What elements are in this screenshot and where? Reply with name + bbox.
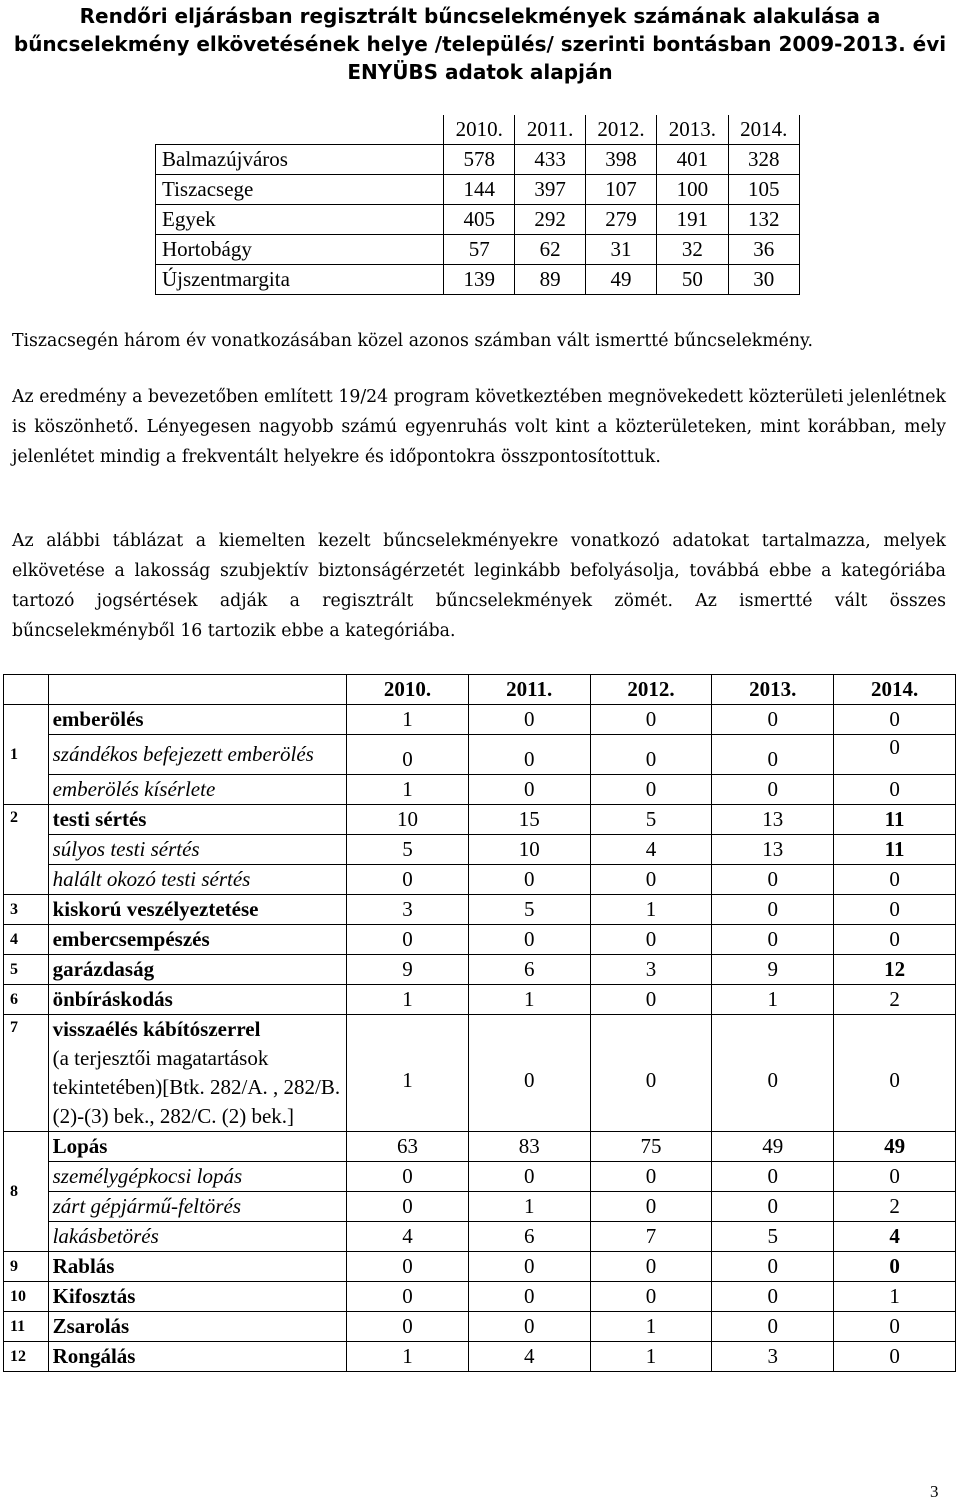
table-row	[4, 775, 956, 805]
crime-name: emberölés kísérlete	[48, 775, 346, 805]
priority-crimes-table	[3, 674, 956, 1372]
header-empty-cell	[4, 675, 49, 705]
cell-value: 75	[590, 1132, 712, 1162]
cell-value: 0	[834, 1312, 956, 1342]
cell-value: 100	[657, 175, 728, 205]
crime-name: garázdaság	[48, 955, 346, 985]
year-header: 2013.	[657, 115, 728, 145]
cell-value: 0	[712, 1252, 834, 1282]
cell-value: 397	[515, 175, 585, 205]
cell-value: 0	[468, 865, 590, 895]
crime-name: Kifosztás	[48, 1282, 346, 1312]
cell-value: 49	[585, 265, 656, 295]
row-number: 5	[4, 955, 49, 985]
row-number: 11	[4, 1312, 49, 1342]
cell-value: 6	[468, 955, 590, 985]
settlement-name: Tiszacsege	[156, 175, 444, 205]
cell-value: 32	[657, 235, 728, 265]
cell-value: 0	[468, 775, 590, 805]
cell-value: 49	[834, 1132, 956, 1162]
cell-value: 0	[347, 925, 469, 955]
cell-value: 0	[468, 1312, 590, 1342]
paragraph: Tiszacsegén három év vonatkozásában közel azonos számban vált ismertté bűncselekmény.	[12, 331, 813, 351]
table-header-row	[4, 675, 956, 705]
cell-value: 0	[834, 865, 956, 895]
header-empty-cell	[48, 675, 346, 705]
row-number: 4	[4, 925, 49, 955]
table-row	[4, 1222, 956, 1252]
cell-value: 578	[444, 145, 515, 175]
cell-value: 0	[712, 735, 834, 775]
cell-value: 3	[347, 895, 469, 925]
cell-value: 31	[585, 235, 656, 265]
cell-value: 1	[347, 775, 469, 805]
cell-value: 0	[834, 1015, 956, 1132]
cell-value: 0	[834, 1342, 956, 1372]
cell-value: 1	[468, 1192, 590, 1222]
crime-name	[48, 1015, 346, 1132]
cell-value: 139	[444, 265, 515, 295]
year-header: 2012.	[585, 115, 656, 145]
table-row	[4, 955, 956, 985]
year-header: 2014.	[834, 675, 956, 705]
cell-value: 1	[347, 1015, 469, 1132]
crime-name: Rongálás	[48, 1342, 346, 1372]
crime-name: Lopás	[48, 1132, 346, 1162]
cell-value: 0	[834, 895, 956, 925]
settlement-crime-table	[155, 115, 800, 295]
cell-value: 132	[728, 205, 799, 235]
page-number: 3	[930, 1482, 939, 1501]
crime-name: önbíráskodás	[48, 985, 346, 1015]
table-row	[4, 1252, 956, 1282]
row-number: 12	[4, 1342, 49, 1372]
cell-value: 328	[728, 145, 799, 175]
cell-value: 3	[712, 1342, 834, 1372]
cell-value: 0	[347, 735, 469, 775]
cell-value: 105	[728, 175, 799, 205]
cell-value: 1	[347, 705, 469, 735]
cell-value: 0	[347, 1282, 469, 1312]
row-number: 3	[4, 895, 49, 925]
cell-value: 0	[590, 705, 712, 735]
crime-name-detail: (a terjesztői magatartások tekintetében)[Btk. 282/A. , 282/B. (2)-(3) bek., 282/C. (2) bek.]	[52, 1046, 341, 1128]
cell-value: 2	[834, 985, 956, 1015]
cell-value: 0	[712, 705, 834, 735]
paragraph: Az eredmény a bevezetőben említett 19/24 program következtében megnövekedett közterületi jelenlétnek is köszönhető. Lényegesen nagyobb számú egyenruhás volt kint a közterületeken, mint korábban, mely jelenlétet mindig a frekventált helyekre és időpontokra összpontosítottuk.	[12, 387, 946, 467]
row-number: 1	[4, 705, 49, 805]
table-row	[4, 1015, 956, 1132]
cell-value: 5	[590, 805, 712, 835]
cell-value: 10	[347, 805, 469, 835]
cell-value: 0	[712, 1162, 834, 1192]
cell-value: 0	[590, 775, 712, 805]
table-row	[4, 1192, 956, 1222]
settlement-name: Újszentmargita	[156, 265, 444, 295]
crime-name: Zsarolás	[48, 1312, 346, 1342]
cell-value: 0	[590, 985, 712, 1015]
cell-value: 191	[657, 205, 728, 235]
crime-name: emberölés	[48, 705, 346, 735]
cell-value: 0	[347, 1192, 469, 1222]
settlement-name: Egyek	[156, 205, 444, 235]
cell-value: 30	[728, 265, 799, 295]
cell-value: 0	[347, 865, 469, 895]
cell-value: 1	[590, 1312, 712, 1342]
cell-value: 7	[590, 1222, 712, 1252]
cell-value: 0	[834, 1162, 956, 1192]
cell-value: 0	[712, 865, 834, 895]
table-row	[156, 175, 800, 205]
cell-value: 4	[468, 1342, 590, 1372]
cell-value: 49	[712, 1132, 834, 1162]
cell-value: 0	[834, 735, 956, 775]
crime-name: szándékos befejezett emberölés	[48, 735, 346, 775]
cell-value: 0	[712, 1192, 834, 1222]
cell-value: 0	[347, 1312, 469, 1342]
cell-value: 0	[834, 925, 956, 955]
cell-value: 0	[468, 1252, 590, 1282]
cell-value: 5	[468, 895, 590, 925]
cell-value: 89	[515, 265, 585, 295]
cell-value: 12	[834, 955, 956, 985]
table-row	[4, 805, 956, 835]
cell-value: 1	[590, 1342, 712, 1372]
cell-value: 0	[590, 865, 712, 895]
table-row	[156, 145, 800, 175]
cell-value: 5	[712, 1222, 834, 1252]
table-row	[156, 265, 800, 295]
cell-value: 0	[590, 735, 712, 775]
table-row	[4, 1282, 956, 1312]
cell-value: 6	[468, 1222, 590, 1252]
year-header: 2014.	[728, 115, 799, 145]
cell-value: 13	[712, 835, 834, 865]
cell-value: 1	[590, 895, 712, 925]
row-number: 8	[4, 1132, 49, 1252]
cell-value: 3	[590, 955, 712, 985]
cell-value: 0	[712, 1015, 834, 1132]
year-header: 2010.	[444, 115, 515, 145]
cell-value: 0	[347, 1252, 469, 1282]
row-number: 6	[4, 985, 49, 1015]
cell-value: 279	[585, 205, 656, 235]
cell-value: 292	[515, 205, 585, 235]
table-row	[4, 735, 956, 775]
cell-value: 2	[834, 1192, 956, 1222]
cell-value: 0	[347, 1162, 469, 1192]
row-number: 7	[4, 1015, 49, 1132]
table-row	[4, 1342, 956, 1372]
cell-value: 10	[468, 835, 590, 865]
settlement-name: Balmazújváros	[156, 145, 444, 175]
crime-name: súlyos testi sértés	[48, 835, 346, 865]
cell-value: 4	[590, 835, 712, 865]
cell-value: 0	[468, 1015, 590, 1132]
cell-value: 36	[728, 235, 799, 265]
table-row	[156, 235, 800, 265]
cell-value: 0	[834, 775, 956, 805]
cell-value: 57	[444, 235, 515, 265]
cell-value: 1	[347, 985, 469, 1015]
cell-value: 0	[712, 925, 834, 955]
cell-value: 405	[444, 205, 515, 235]
table-row	[4, 985, 956, 1015]
cell-value: 0	[590, 925, 712, 955]
table-header-row	[156, 115, 800, 145]
crime-name: kiskorú veszélyeztetése	[48, 895, 346, 925]
crime-name: zárt gépjármű-feltörés	[48, 1192, 346, 1222]
cell-value: 15	[468, 805, 590, 835]
cell-value: 0	[590, 1015, 712, 1132]
cell-value: 0	[468, 1282, 590, 1312]
table-row	[4, 835, 956, 865]
page-title: Rendőri eljárásban regisztrált bűncselekmények számának alakulása a bűncselekmény elkövetésének helye /település/ szerinti bontásban 2009-2013. évi ENYÜBS adatok alapján	[13, 4, 947, 84]
cell-value: 13	[712, 805, 834, 835]
cell-value: 1	[347, 1342, 469, 1372]
crime-name: Rablás	[48, 1252, 346, 1282]
cell-value: 50	[657, 265, 728, 295]
cell-value: 63	[347, 1132, 469, 1162]
cell-value: 83	[468, 1132, 590, 1162]
table-row	[4, 1312, 956, 1342]
cell-value: 0	[590, 1162, 712, 1192]
cell-value: 4	[834, 1222, 956, 1252]
cell-value: 0	[468, 925, 590, 955]
table-row	[4, 705, 956, 735]
cell-value: 1	[834, 1282, 956, 1312]
cell-value: 9	[347, 955, 469, 985]
row-number: 2	[4, 805, 49, 895]
crime-name: lakásbetörés	[48, 1222, 346, 1252]
table-row	[4, 1162, 956, 1192]
cell-value: 4	[347, 1222, 469, 1252]
year-header: 2010.	[347, 675, 469, 705]
crime-name: halált okozó testi sértés	[48, 865, 346, 895]
cell-value: 0	[834, 705, 956, 735]
cell-value: 1	[712, 985, 834, 1015]
cell-value: 11	[834, 835, 956, 865]
header-empty-cell	[156, 115, 444, 145]
year-header: 2011.	[515, 115, 585, 145]
table-row	[156, 205, 800, 235]
cell-value: 0	[590, 1282, 712, 1312]
cell-value: 433	[515, 145, 585, 175]
cell-value: 0	[834, 1252, 956, 1282]
cell-value: 0	[712, 775, 834, 805]
cell-value: 0	[468, 735, 590, 775]
cell-value: 0	[468, 1162, 590, 1192]
table-row	[4, 895, 956, 925]
table-row	[4, 1132, 956, 1162]
cell-value: 5	[347, 835, 469, 865]
cell-value: 0	[712, 895, 834, 925]
year-header: 2013.	[712, 675, 834, 705]
crime-name: személygépkocsi lopás	[48, 1162, 346, 1192]
cell-value: 0	[590, 1192, 712, 1222]
cell-value: 401	[657, 145, 728, 175]
year-header: 2012.	[590, 675, 712, 705]
settlement-name: Hortobágy	[156, 235, 444, 265]
crime-name-bold: visszaélés kábítószerrel	[52, 1017, 261, 1041]
table-row	[4, 865, 956, 895]
cell-value: 0	[468, 705, 590, 735]
cell-value: 0	[712, 1312, 834, 1342]
crime-name: testi sértés	[48, 805, 346, 835]
year-header: 2011.	[468, 675, 590, 705]
cell-value: 144	[444, 175, 515, 205]
cell-value: 62	[515, 235, 585, 265]
crime-name: embercsempészés	[48, 925, 346, 955]
cell-value: 1	[468, 985, 590, 1015]
cell-value: 11	[834, 805, 956, 835]
row-number: 9	[4, 1252, 49, 1282]
cell-value: 9	[712, 955, 834, 985]
cell-value: 107	[585, 175, 656, 205]
paragraph: Az alábbi táblázat a kiemelten kezelt bűncselekményekre vonatkozó adatokat tartalmazza, melyek elkövetése a lakosság szubjektív biztonságérzetét leginkább befolyásolja, továbbá ebbe a kategóriába tartozó jogsértések adják a regisztrált bűncselekmények zömét. Az ismertté vált összes bűncselekményből 16 tartozik ebbe a kategóriába.	[12, 531, 946, 641]
cell-value: 0	[712, 1282, 834, 1312]
table-row	[4, 925, 956, 955]
cell-value: 0	[590, 1252, 712, 1282]
cell-value: 398	[585, 145, 656, 175]
row-number: 10	[4, 1282, 49, 1312]
